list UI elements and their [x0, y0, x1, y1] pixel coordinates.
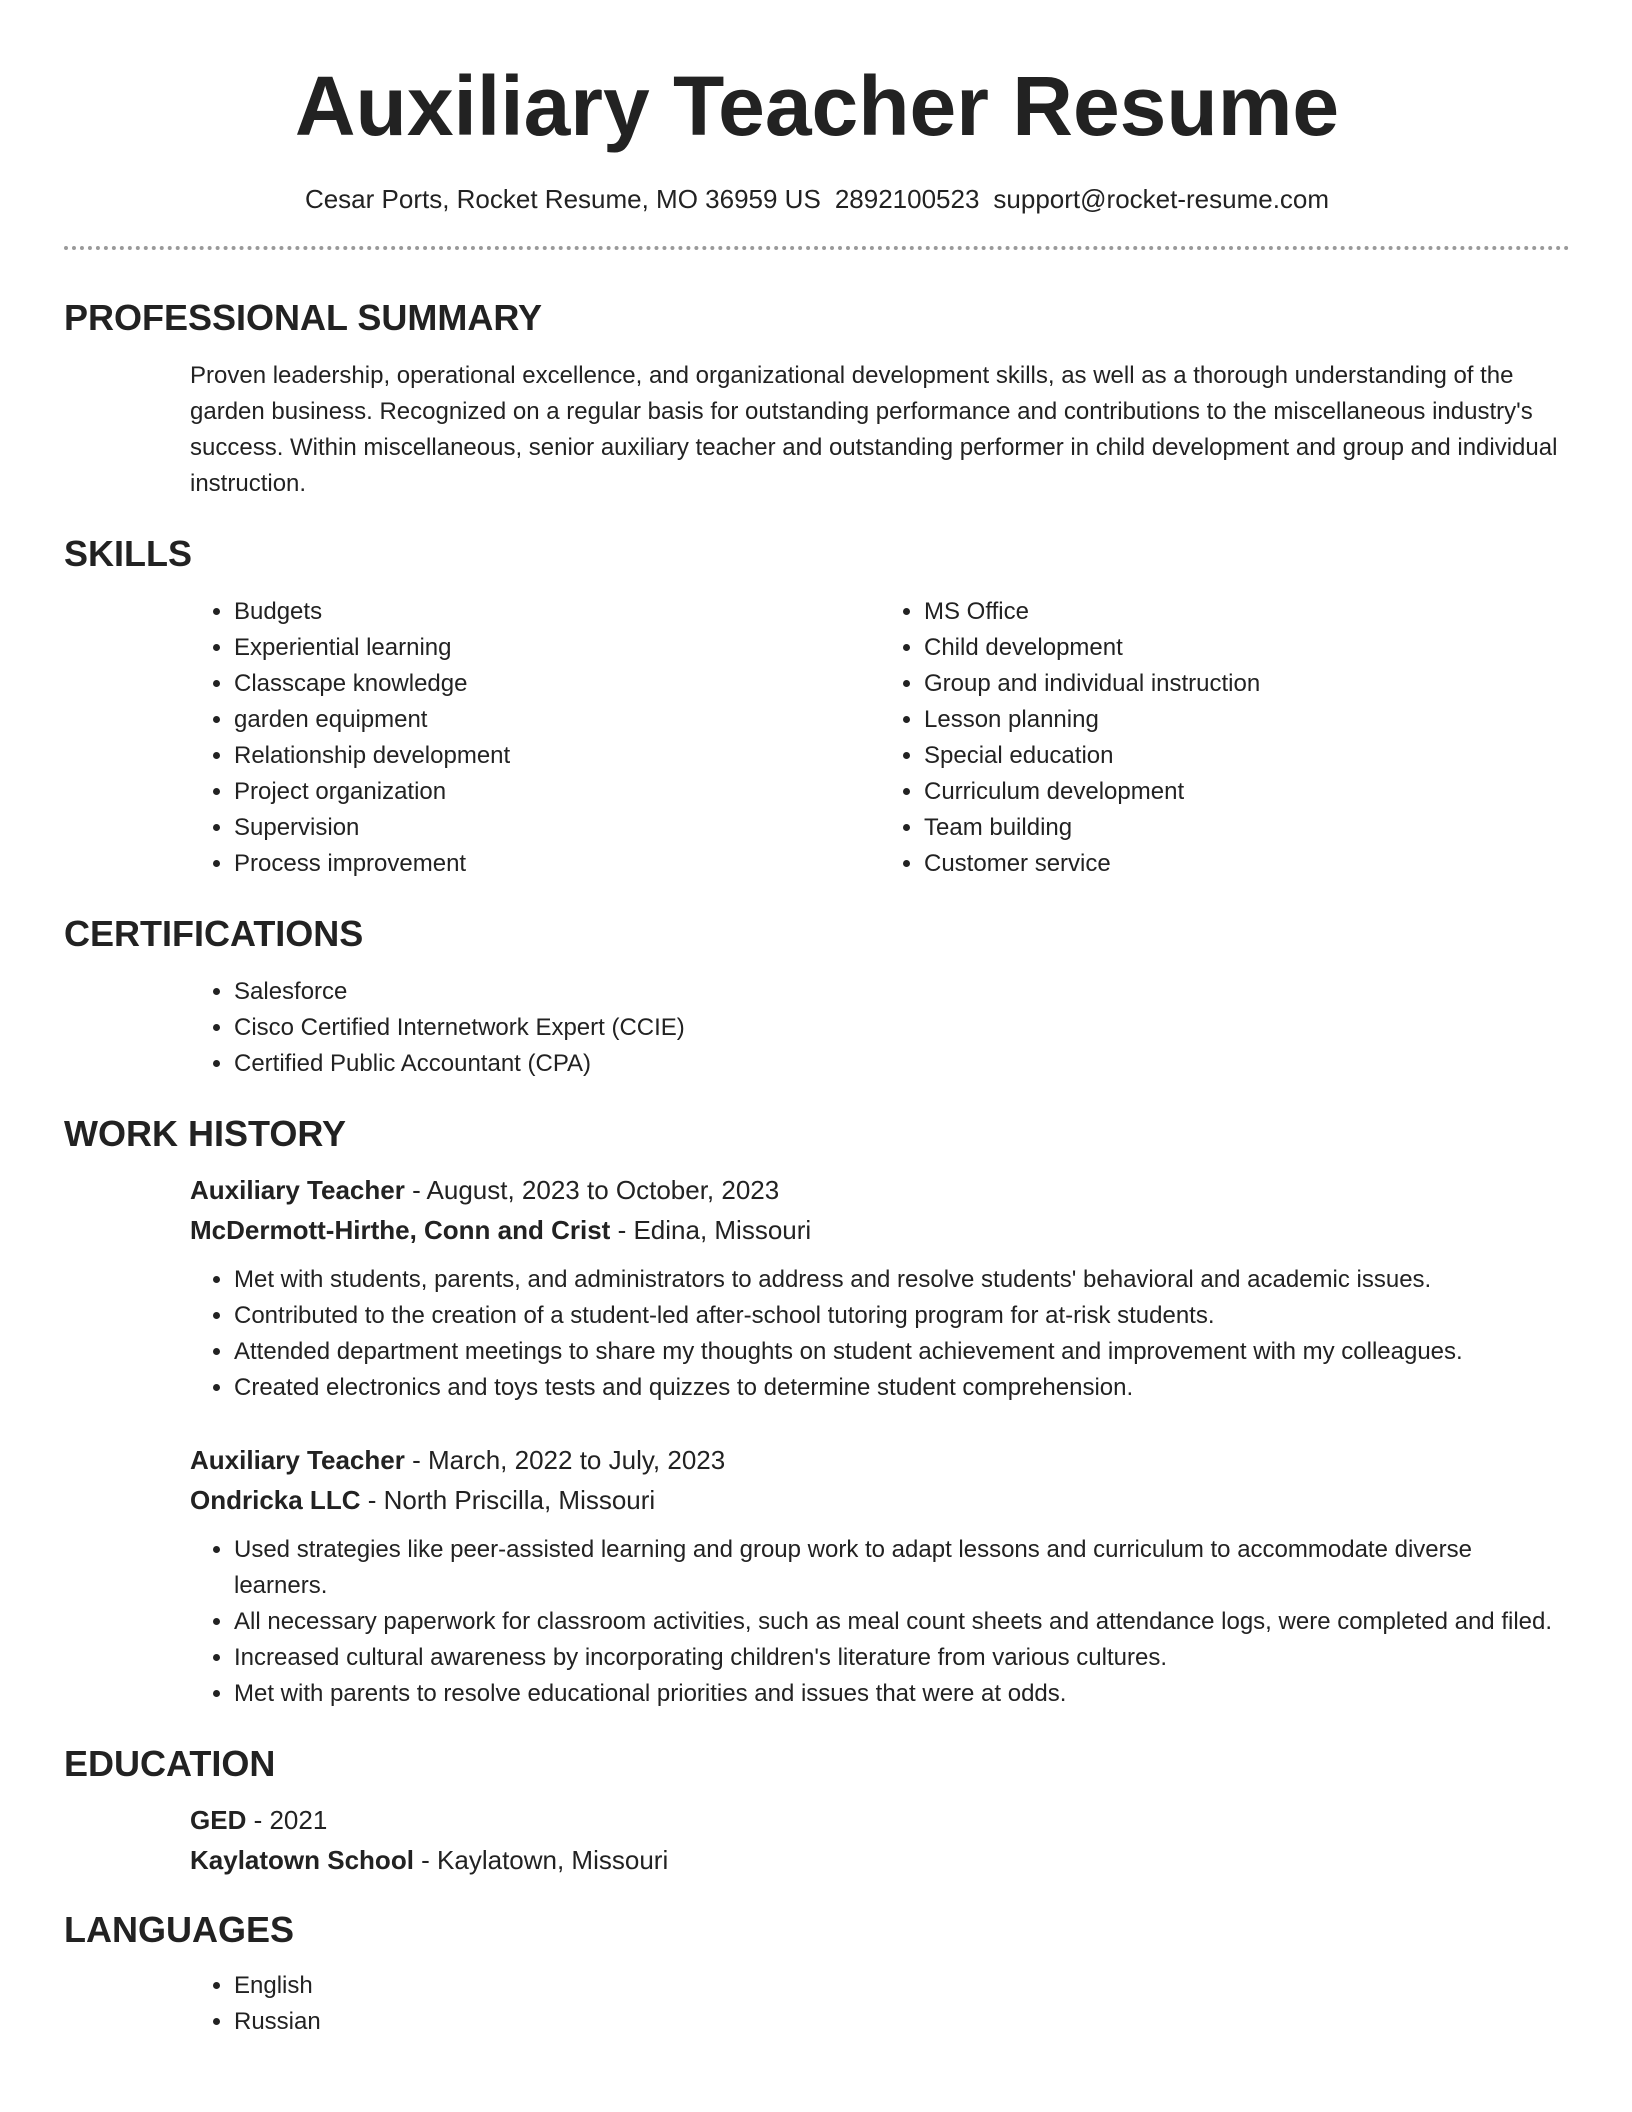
- skill-item: • Experiential learning: [234, 630, 880, 666]
- job-bullet: • Contributed to the creation of a student-led after-school tutoring program for at-risk students.: [234, 1298, 1570, 1334]
- work-history-section: [190, 1170, 1570, 1712]
- skills-list: [190, 594, 1570, 882]
- skill-item: • Child development: [924, 630, 1570, 666]
- job-bullet: • Met with students, parents, and administrators to address and resolve students' behavioral and academic issues.: [234, 1262, 1570, 1298]
- header-divider: [64, 246, 1570, 250]
- skills-column-left: [190, 594, 880, 882]
- work-history-heading: WORK HISTORY: [64, 1113, 347, 1154]
- languages-heading: LANGUAGES: [64, 1909, 295, 1950]
- skill-item: • Customer service: [924, 846, 1570, 882]
- certifications-heading: CERTIFICATIONS: [64, 913, 364, 954]
- job-bullet: • Increased cultural awareness by incorporating children's literature from various cultures.: [234, 1640, 1570, 1676]
- skill-item: • Supervision: [234, 810, 880, 846]
- contact-address: Cesar Ports, Rocket Resume, MO 36959 US: [304, 184, 821, 214]
- job-entry: [190, 1170, 1570, 1406]
- education-degree-line: [190, 1800, 1570, 1840]
- job-bullet: • Used strategies like peer-assisted learning and group work to adapt lessons and curriculum to accommodate diverse learners.: [234, 1532, 1570, 1604]
- job-bullet: • Met with parents to resolve educational priorities and issues that were at odds.: [234, 1676, 1570, 1712]
- job-dates: - August, 2023 to October, 2023: [404, 1175, 780, 1205]
- skills-column-right: [880, 594, 1570, 882]
- certifications-section: [190, 974, 1570, 1082]
- job-bullet: • Attended department meetings to share my thoughts on student achievement and improvement with my colleagues.: [234, 1334, 1570, 1370]
- job-title: Auxiliary Teacher: [190, 1445, 405, 1475]
- skill-item: • Group and individual instruction: [924, 666, 1570, 702]
- resume-title: Auxiliary Teacher Resume: [294, 59, 1340, 153]
- skill-item: • MS Office: [924, 594, 1570, 630]
- job-bullet: • Created electronics and toys tests and quizzes to determine student comprehension.: [234, 1370, 1570, 1406]
- education-heading: EDUCATION: [64, 1743, 276, 1784]
- certification-item: • Cisco Certified Internetwork Expert (CCIE): [234, 1010, 1570, 1046]
- job-bullet: • All necessary paperwork for classroom activities, such as meal count sheets and attendance logs, were completed and filed.: [234, 1604, 1570, 1640]
- job-company: McDermott-Hirthe, Conn and Crist: [190, 1215, 611, 1245]
- skill-item: • Process improvement: [234, 846, 880, 882]
- job-bullets: [190, 1532, 1570, 1712]
- education-school-line: [190, 1840, 1570, 1880]
- education-degree: GED: [190, 1805, 247, 1835]
- job-dates: - March, 2022 to July, 2023: [404, 1445, 726, 1475]
- summary-text: Proven leadership, operational excellence, and organizational development skills, as well as a thorough understanding of the garden business. Recognized on a regular basis for outstanding performance and contributions to the miscellaneous industry's success. Within miscellaneous, senior auxiliary teacher and outstanding performer in child development and group and individual instruction.: [190, 362, 1558, 497]
- job-title-line: [190, 1170, 1570, 1210]
- job-company: Ondricka LLC: [190, 1485, 361, 1515]
- summary-section: [190, 358, 1570, 502]
- education-school: Kaylatown School: [190, 1845, 414, 1875]
- languages-section: [190, 1968, 1570, 2040]
- skill-item: • Relationship development: [234, 738, 880, 774]
- contact-phone: 2892100523: [834, 184, 980, 214]
- job-company-line: [190, 1210, 1570, 1250]
- job-title-line: [190, 1440, 1570, 1480]
- job-bullets: [190, 1262, 1570, 1406]
- education-section: [190, 1800, 1570, 1880]
- skill-item: • Project organization: [234, 774, 880, 810]
- education-location: - Kaylatown, Missouri: [413, 1845, 669, 1875]
- skill-item: • Curriculum development: [924, 774, 1570, 810]
- job-title: Auxiliary Teacher: [190, 1175, 405, 1205]
- skill-item: • Lesson planning: [924, 702, 1570, 738]
- job-company-line: [190, 1480, 1570, 1520]
- education-year: - 2021: [246, 1805, 328, 1835]
- certifications-list: [190, 974, 1570, 1082]
- skill-item: • Team building: [924, 810, 1570, 846]
- certification-item: • Certified Public Accountant (CPA): [234, 1046, 1570, 1082]
- language-item: • Russian: [234, 2004, 1570, 2040]
- language-item: • English: [234, 1968, 1570, 2004]
- skills-heading: SKILLS: [64, 533, 193, 574]
- summary-heading: PROFESSIONAL SUMMARY: [64, 297, 543, 338]
- skill-item: • Budgets: [234, 594, 880, 630]
- certification-item: • Salesforce: [234, 974, 1570, 1010]
- skill-item: • Special education: [924, 738, 1570, 774]
- job-location: - Edina, Missouri: [610, 1215, 812, 1245]
- contact-line: [64, 182, 1570, 216]
- job-entry: [190, 1440, 1570, 1712]
- skill-item: • Classcape knowledge: [234, 666, 880, 702]
- job-location: - North Priscilla, Missouri: [360, 1485, 656, 1515]
- skill-item: • garden equipment: [234, 702, 880, 738]
- resume-page: [64, 0, 1570, 2040]
- languages-list: [190, 1968, 1570, 2040]
- contact-email: support@rocket-resume.com: [993, 184, 1330, 214]
